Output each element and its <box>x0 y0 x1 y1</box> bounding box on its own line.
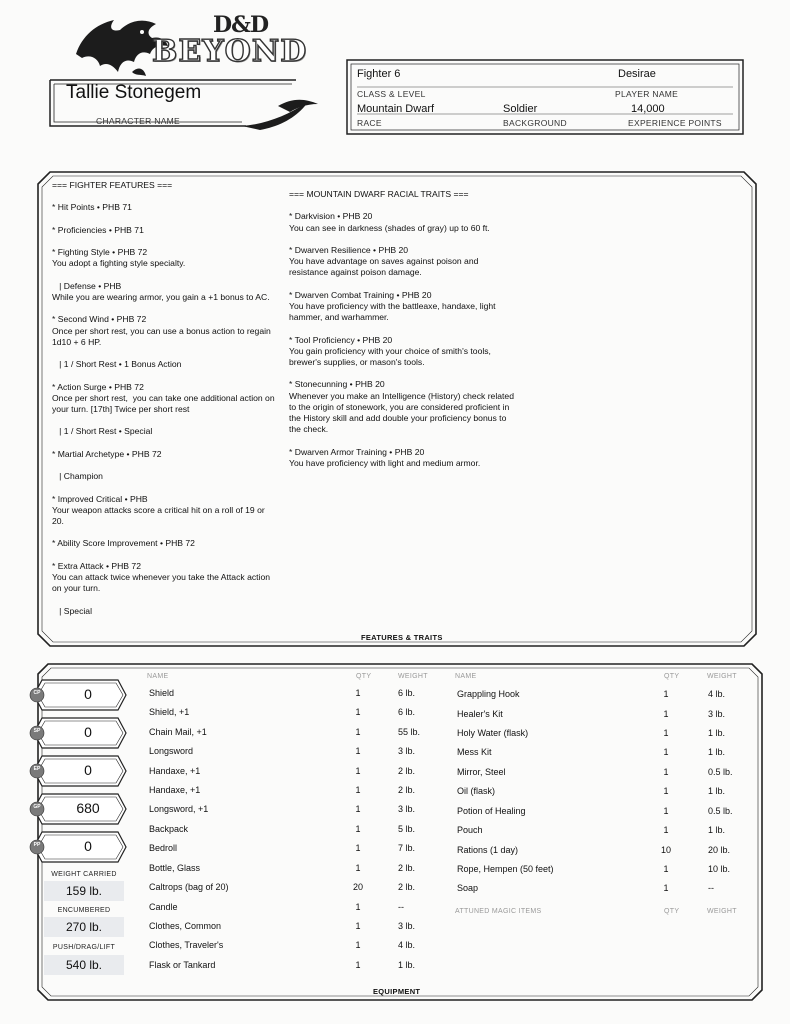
feature-entry: * Ability Score Improvement • PHB 72 <box>52 538 195 549</box>
beyond-logo: BEYOND <box>152 34 308 69</box>
item-name: Handaxe, +1 <box>149 766 201 776</box>
feature-entry: * Hit Points • PHB 71 <box>52 202 132 213</box>
encumbered-label: ENCUMBERED <box>57 907 111 914</box>
coin-value: 0 <box>84 838 92 854</box>
class-level-value: Fighter 6 <box>357 68 401 80</box>
race-label: RACE <box>357 118 382 128</box>
features-traits-title: FEATURES & TRAITS <box>361 633 443 642</box>
item-name: Shield <box>149 688 175 698</box>
item-qty: 1 <box>355 843 361 853</box>
item-name: Bedroll <box>149 843 178 853</box>
coin-value: 680 <box>76 800 100 816</box>
item-name: Shield, +1 <box>149 707 190 717</box>
item-weight: 1 lb. <box>398 960 416 970</box>
trait-entry: * Dwarven Armor Training • PHB 20 You have proficiency with light and medium armor. <box>289 446 481 468</box>
item-name: Handaxe, +1 <box>149 785 201 795</box>
weight-carried-value: 159 lb. <box>44 881 124 901</box>
trait-entry: === MOUNTAIN DWARF RACIAL TRAITS === <box>289 189 469 199</box>
feature-entry: * Second Wind • PHB 72 Once per short rest, you can use a bonus action to regain 1d10 + 6 HP. <box>52 314 271 347</box>
name-column-header: NAME <box>455 673 477 680</box>
item-name: Rations (1 day) <box>457 845 519 855</box>
item-qty: 1 <box>663 689 669 699</box>
item-weight: 3 lb. <box>708 709 726 719</box>
item-qty: 1 <box>663 786 669 796</box>
trait-entry: * Dwarven Combat Training • PHB 20 You have proficiency with the battleaxe, handaxe, light hammer, and warhammer. <box>289 289 496 323</box>
item-weight: 5 lb. <box>398 824 416 834</box>
coin-label: CP <box>33 690 41 696</box>
coin-label: EP <box>33 766 41 772</box>
feature-entry: | Special <box>52 605 92 616</box>
item-name: Clothes, Traveler's <box>149 940 224 950</box>
item-name: Grappling Hook <box>457 689 520 699</box>
qty-column-header: QTY <box>356 673 372 680</box>
trait-entry: * Tool Proficiency • PHB 20 You gain proficiency with your choice of smith's tools, brewer's supplies, or mason's tools. <box>289 334 491 367</box>
weight-column-header: WEIGHT <box>707 673 737 680</box>
coin-cp <box>28 678 128 712</box>
item-name: Rope, Hempen (50 feet) <box>457 864 554 874</box>
item-weight: -- <box>398 902 404 912</box>
item-qty: 1 <box>663 709 669 719</box>
feature-entry: | Defense • PHB While you are wearing armor, you gain a +1 bonus to AC. <box>52 280 270 302</box>
class-level-label: CLASS & LEVEL <box>357 89 426 99</box>
encumbered-value: 270 lb. <box>44 917 124 937</box>
dd-logo: D&D <box>213 12 269 38</box>
item-qty: 1 <box>355 766 361 776</box>
feature-entry: === FIGHTER FEATURES === <box>52 180 173 190</box>
attuned-items-header: ATTUNED MAGIC ITEMS <box>455 908 542 915</box>
item-name: Candle <box>149 902 178 912</box>
feature-entry: * Extra Attack • PHB 72 You can attack twice whenever you take the Attack action on your turn. <box>52 560 270 594</box>
feature-entry: | 1 / Short Rest • 1 Bonus Action <box>52 359 182 370</box>
item-qty: 10 <box>660 845 671 855</box>
feature-entry: * Fighting Style • PHB 72 You adopt a fighting style specialty. <box>52 247 186 269</box>
item-weight: 6 lb. <box>398 688 416 698</box>
background-label: BACKGROUND <box>503 118 567 128</box>
item-qty: 1 <box>355 863 361 873</box>
item-qty: 1 <box>355 785 361 795</box>
item-name: Longsword <box>149 746 194 756</box>
item-name: Holy Water (flask) <box>457 728 529 738</box>
weight-column-header: WEIGHT <box>398 673 428 680</box>
item-name: Healer's Kit <box>457 709 503 719</box>
item-weight: 6 lb. <box>398 707 416 717</box>
item-qty: 1 <box>355 960 361 970</box>
item-name: Clothes, Common <box>149 921 222 931</box>
character-name-label: CHARACTER NAME <box>96 116 181 126</box>
item-qty: 1 <box>663 767 669 777</box>
item-weight: 0.5 lb. <box>708 767 733 777</box>
background-value: Soldier <box>503 103 538 115</box>
item-qty: 1 <box>663 747 669 757</box>
push-drag-lift-value: 540 lb. <box>44 955 124 975</box>
item-qty: 1 <box>663 864 669 874</box>
item-weight: 4 lb. <box>708 689 726 699</box>
item-name: Bottle, Glass <box>149 863 201 873</box>
feature-entry: * Proficiencies • PHB 71 <box>52 224 144 235</box>
name-column-header: NAME <box>147 673 169 680</box>
item-qty: 1 <box>355 746 361 756</box>
xp-value: 14,000 <box>631 103 665 115</box>
item-qty: 1 <box>663 728 669 738</box>
qty-column-header: QTY <box>664 673 680 680</box>
item-qty: 1 <box>355 921 361 931</box>
item-qty: 1 <box>355 707 361 717</box>
item-name: Mess Kit <box>457 747 492 757</box>
player-name-value: Desirae <box>618 68 656 80</box>
coin-value: 0 <box>84 686 92 702</box>
item-qty: 1 <box>355 804 361 814</box>
coin-sp <box>28 716 128 750</box>
item-weight: 4 lb. <box>398 940 416 950</box>
item-name: Longsword, +1 <box>149 804 209 814</box>
item-weight: 2 lb. <box>398 766 416 776</box>
coin-value: 0 <box>84 762 92 778</box>
feature-entry: | Champion <box>52 471 103 482</box>
item-qty: 1 <box>355 902 361 912</box>
feature-entry: * Action Surge • PHB 72 Once per short rest, you can take one additional action on your turn. [17th] Twice per short rest <box>52 381 275 414</box>
attuned-qty-header: QTY <box>664 908 680 915</box>
feature-entry: | 1 / Short Rest • Special <box>52 426 153 437</box>
item-weight: 10 lb. <box>708 864 731 874</box>
item-weight: 1 lb. <box>708 786 726 796</box>
item-weight: 1 lb. <box>708 728 726 738</box>
item-name: Caltrops (bag of 20) <box>149 882 229 892</box>
coin-label: PP <box>33 842 41 848</box>
item-weight: 3 lb. <box>398 746 416 756</box>
feature-entry: * Improved Critical • PHB Your weapon attacks score a critical hit on a roll of 19 or 20. <box>52 493 265 526</box>
trait-entry: * Stonecunning • PHB 20 Whenever you make an Intelligence (History) check related to the origin of stonework, you are considered proficient in the History skill and add double your proficiency bonus to the check. <box>289 379 514 435</box>
player-name-label: PLAYER NAME <box>615 89 679 99</box>
coin-value: 0 <box>84 724 92 740</box>
item-weight: 2 lb. <box>398 863 416 873</box>
item-weight: -- <box>708 883 714 893</box>
item-qty: 1 <box>355 727 361 737</box>
item-weight: 2 lb. <box>398 882 416 892</box>
item-qty: 1 <box>663 883 669 893</box>
item-qty: 1 <box>355 824 361 834</box>
weight-carried-label: WEIGHT CARRIED <box>51 871 117 878</box>
item-name: Backpack <box>149 824 189 834</box>
coin-gp <box>28 792 128 826</box>
item-name: Pouch <box>457 825 483 835</box>
item-name: Oil (flask) <box>457 786 495 796</box>
coin-label: SP <box>33 728 41 734</box>
item-weight: 1 lb. <box>708 825 726 835</box>
item-weight: 2 lb. <box>398 785 416 795</box>
character-name: Tallie Stonegem <box>66 82 202 103</box>
xp-label: EXPERIENCE POINTS <box>628 118 722 128</box>
item-qty: 1 <box>355 940 361 950</box>
coin-ep <box>28 754 128 788</box>
item-weight: 3 lb. <box>398 804 416 814</box>
coin-label: GP <box>33 804 41 810</box>
coin-pp <box>28 830 128 864</box>
item-name: Potion of Healing <box>457 806 526 816</box>
item-qty: 20 <box>352 882 363 892</box>
trait-entry: * Dwarven Resilience • PHB 20 You have advantage on saves against poison and resistance against poison damage. <box>289 244 479 278</box>
item-weight: 55 lb. <box>398 727 421 737</box>
racial-traits-column <box>289 189 519 480</box>
item-qty: 1 <box>663 806 669 816</box>
equipment-title: EQUIPMENT <box>373 987 421 996</box>
item-name: Flask or Tankard <box>149 960 216 970</box>
push-drag-lift-label: PUSH/DRAG/LIFT <box>52 944 116 951</box>
item-weight: 0.5 lb. <box>708 806 733 816</box>
item-weight: 20 lb. <box>708 845 731 855</box>
fighter-features-column <box>52 180 277 628</box>
item-name: Mirror, Steel <box>457 767 506 777</box>
item-qty: 1 <box>355 688 361 698</box>
item-weight: 7 lb. <box>398 843 416 853</box>
feature-entry: * Martial Archetype • PHB 72 <box>52 448 162 459</box>
item-qty: 1 <box>663 825 669 835</box>
trait-entry: * Darkvision • PHB 20 You can see in darkness (shades of gray) up to 60 ft. <box>289 211 490 233</box>
race-value: Mountain Dwarf <box>357 103 435 115</box>
item-name: Chain Mail, +1 <box>149 727 207 737</box>
item-weight: 3 lb. <box>398 921 416 931</box>
item-name: Soap <box>457 883 479 893</box>
attuned-weight-header: WEIGHT <box>707 908 737 915</box>
item-weight: 1 lb. <box>708 747 726 757</box>
